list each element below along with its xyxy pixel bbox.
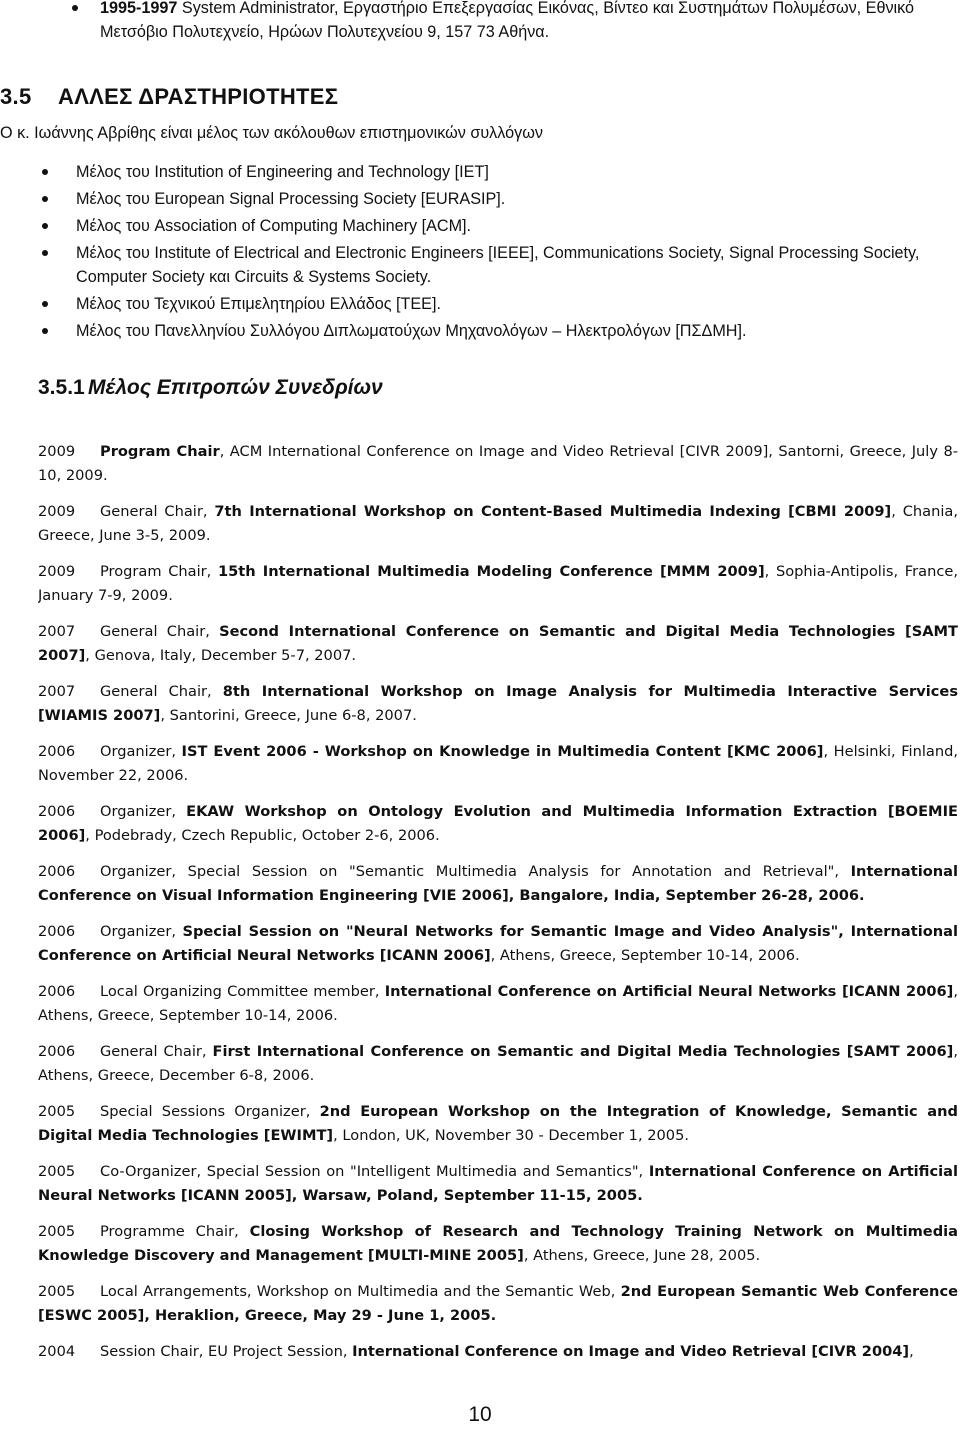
entry-text: Organizer, [100,923,183,940]
entry-bold-text: Second International Conference on Semantic and Digital Media Technologies [SAMT 2007] [38,623,958,664]
entry-year: 2005 [38,1283,76,1300]
section-number: 3.5 [0,84,32,109]
bullet-icon [42,301,48,307]
committee-entry [38,620,958,680]
committee-entry [38,860,958,920]
committee-entry [38,1340,958,1400]
entry-year: 2006 [38,1043,76,1060]
committee-entry [38,1100,958,1160]
entry-bold-text: Special Session on "Neural Networks for Semantic Image and Video Analysis", International Conference on Artificial Neural Networks [ICANN 2006] [38,923,958,964]
committee-entry [38,1040,958,1100]
bullet-icon [72,5,78,11]
entry-text: General Chair, [100,683,223,700]
list-item: Μέλος του Institute of Electrical and Electronic Engineers [IEEE], Communications Society, Signal Processing Society, Computer Society και Circuits & Systems Society. [76,241,960,289]
committee-entry [38,1160,958,1220]
entry-bold-text: International Conference on Image and Video Retrieval [CIVR 2004] [352,1343,910,1360]
bullet-icon [42,169,48,175]
entry-year: 2005 [38,1103,76,1120]
entry-bold-text: First International Conference on Semantic and Digital Media Technologies [SAMT 2006] [212,1043,954,1060]
committee-entry [38,920,958,980]
period-label: 1995-1997 [100,0,178,17]
entry-bold-text: 2nd European Workshop on the Integration of Knowledge, Semantic and Digital Media Technologies [EWIMT] [38,1103,958,1144]
section-intro: Ο κ. Ιωάννης Αβρίθης είναι μέλος των ακόλουθων επιστημονικών συλλόγων [0,124,543,142]
entry-text: , [909,1343,914,1360]
entry-year: 2007 [38,683,76,700]
entry-bold-text: IST Event 2006 - Workshop on Knowledge in Multimedia Content [KMC 2006] [181,743,824,760]
entry-bold-text: 7th International Workshop on Content-Based Multimedia Indexing [CBMI 2009] [214,503,892,520]
entry-text: Programme Chair, [100,1223,250,1240]
committee-entry [38,680,958,740]
entry-bold-text: International Conference on Artificial Neural Networks [ICANN 2006] [384,983,954,1000]
entry-bold-text: EKAW Workshop on Ontology Evolution and Multimedia Information Extraction [BOEMIE 2006] [38,803,958,844]
entry-bold-text: 8th International Workshop on Image Analysis for Multimedia Interactive Services [WIAMIS 2007] [38,683,958,724]
committee-entries [38,440,958,1400]
entry-text: General Chair, [100,1043,213,1060]
entry-bold-text: Closing Workshop of Research and Technology Training Network on Multimedia Knowledge Discovery and Management [MULTI-MINE 2005] [38,1223,958,1264]
entry-text: , Helsinki, Finland, November 22, 2006. [38,743,958,784]
committee-entry [38,560,958,620]
entry-text: , Podebrady, Czech Republic, October 2-6, 2006. [85,827,440,844]
entry-text: , Chania, Greece, June 3-5, 2009. [38,503,958,544]
entry-bold-text: 15th International Multimedia Modeling Conference [MMM 2009] [217,563,765,580]
entry-text: General Chair, [100,623,220,640]
subsection-heading [38,376,383,400]
entry-text: Local Organizing Committee member, [100,983,385,1000]
entry-text: , Athens, Greece, December 6-8, 2006. [38,1043,958,1084]
list-item: Μέλος του Πανελληνίου Συλλόγου Διπλωματούχων Μηχανολόγων – Ηλεκτρολόγων [ΠΣΔΜΗ]. [76,319,960,343]
entry-year: 2007 [38,623,76,640]
entry-bold-text: Program Chair [100,443,220,460]
entry-year: 2009 [38,563,76,580]
entry-text: , ACM International Conference on Image and Video Retrieval [CIVR 2009], Santorni, Greece, July 8-10, 2009. [38,443,958,484]
bullet-icon [42,196,48,202]
entry-text: , Sophia-Antipolis, France, January 7-9, 2009. [38,563,958,604]
entry-text: Session Chair, EU Project Session, [100,1343,353,1360]
entry-text: , London, UK, November 30 - December 1, 2005. [333,1127,690,1144]
entry-year: 2006 [38,983,76,1000]
list-item: Μέλος του Association of Computing Machinery [ACM]. [76,214,960,238]
membership-list [76,160,960,346]
section-heading [0,84,338,110]
committee-entry [38,500,958,560]
entry-text: , Athens, Greece, June 28, 2005. [523,1247,761,1264]
entry-year: 2006 [38,743,76,760]
entry-text: Co-Organizer, Special Session on "Intelligent Multimedia and Semantics", [100,1163,649,1180]
list-item [100,0,940,44]
subsection-title: Μέλος Επιτροπών Συνεδρίων [88,376,383,399]
section-title: ΑΛΛΕΣ ΔΡΑΣΤΗΡΙΟΤΗΤΕΣ [58,84,339,109]
entry-text: , Athens, Greece, September 10-14, 2006. [490,947,800,964]
entry-text: General Chair, [100,503,215,520]
bullet-icon [42,250,48,256]
entry-bold-text: International Conference on Visual Information Engineering [VIE 2006], Bangalore, India, September 26-28, 2006. [38,863,958,904]
entry-year: 2006 [38,923,76,940]
entry-year: 2006 [38,863,76,880]
bullet-icon [42,328,48,334]
committee-entry [38,980,958,1040]
list-item: Μέλος του Institution of Engineering and Technology [IET] [76,160,960,184]
entry-text: , Genova, Italy, December 5-7, 2007. [85,647,357,664]
entry-year: 2005 [38,1163,76,1180]
entry-text: Organizer, Special Session on "Semantic Multimedia Analysis for Annotation and Retrieval", [100,863,851,880]
entry-text: Organizer, [100,803,187,820]
entry-text: Program Chair, [100,563,218,580]
entry-year: 2004 [38,1343,76,1360]
entry-year: 2009 [38,503,76,520]
entry-year: 2006 [38,803,76,820]
bullet-icon [42,223,48,229]
entry-bold-text: 2nd European Semantic Web Conference [ESWC 2005], Heraklion, Greece, May 29 - June 1, 2005. [38,1283,958,1324]
subsection-number: 3.5.1 [38,376,85,399]
committee-entry [38,440,958,500]
entry-bold-text: International Conference on Artificial Neural Networks [ICANN 2005], Warsaw, Poland, September 11-15, 2005. [38,1163,958,1204]
entry-year: 2005 [38,1223,76,1240]
entry-text: Special Sessions Organizer, [100,1103,320,1120]
page-number: 10 [468,1403,492,1426]
employment-list [100,0,940,44]
list-item: Μέλος του Τεχνικού Επιμελητηρίου Ελλάδος [ΤΕΕ]. [76,292,960,316]
entry-text: , Athens, Greece, September 10-14, 2006. [38,983,958,1024]
list-item: Μέλος του European Signal Processing Society [EURASIP]. [76,187,960,211]
entry-text: Organizer, [100,743,182,760]
committee-entry [38,1280,958,1340]
entry-year: 2009 [38,443,76,460]
committee-entry [38,740,958,800]
entry-text: Local Arrangements, Workshop on Multimedia and the Semantic Web, [100,1283,621,1300]
employment-text: System Administrator, Εργαστήριο Επεξεργασίας Εικόνας, Βίντεο και Συστημάτων Πολυμέσων, Εθνικό Μετσόβιο Πολυτεχνείο, Ηρώων Πολυτεχνείου 9, 157 73 Αθήνα. [100,0,915,41]
committee-entry [38,800,958,860]
entry-text: , Santorini, Greece, June 6-8, 2007. [160,707,417,724]
committee-entry [38,1220,958,1280]
